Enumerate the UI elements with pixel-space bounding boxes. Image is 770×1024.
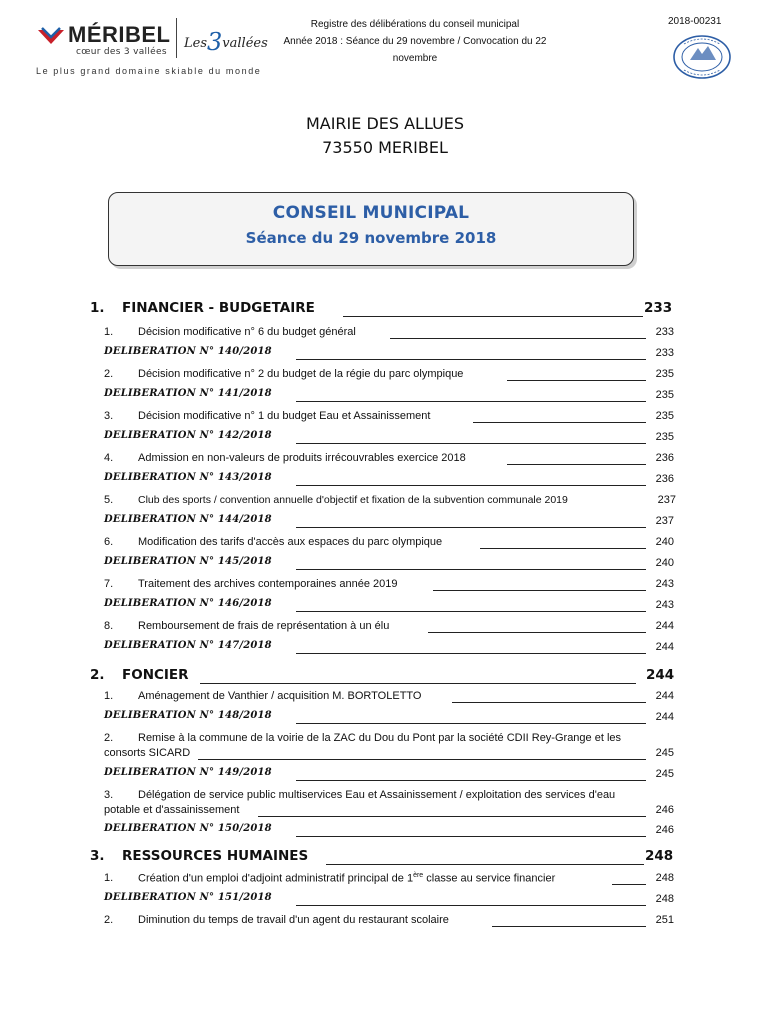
section-label: FONCIER [122, 667, 189, 683]
deliberation-page: 233 [655, 347, 674, 359]
council-session-date: Séance du 29 novembre 2018 [245, 229, 497, 247]
item-page: 245 [655, 747, 674, 759]
leader-line [296, 780, 646, 781]
leader-line [473, 422, 646, 423]
item-number: 2. [104, 732, 114, 744]
toc-section-ressources-humaines[interactable] [0, 848, 770, 866]
item-label-line-1 [104, 789, 615, 801]
item-number: 3. [104, 410, 114, 422]
deliberation-label: DELIBERATION N° 146/2018 [104, 598, 272, 609]
toc-deliberation[interactable] [0, 766, 770, 784]
item-label: Admission en non-valeurs de produits irrécouvrables exercice 2018 [138, 452, 466, 464]
item-label: Décision modificative n° 6 du budget général [138, 326, 356, 338]
item-page: 235 [655, 368, 674, 380]
section-number: 1. [90, 300, 105, 316]
item-page: 248 [655, 872, 674, 884]
toc-item[interactable] [0, 450, 770, 468]
toc-item[interactable] [0, 576, 770, 594]
leader-line [433, 590, 646, 591]
leader-line [428, 632, 646, 633]
deliberation-label: DELIBERATION N° 150/2018 [104, 823, 272, 834]
item-number: 5. [104, 494, 114, 506]
item-label-line-2: potable et d'assainissement [104, 804, 240, 816]
item-number: 6. [104, 536, 114, 548]
item-number: 4. [104, 452, 114, 464]
logo-divider [176, 18, 177, 58]
item-page: 237 [657, 494, 676, 506]
toc-deliberation[interactable] [0, 345, 770, 363]
toc-item[interactable] [0, 787, 770, 821]
registre-header [270, 16, 560, 67]
section-page: 244 [646, 667, 675, 683]
item-label-line-1 [104, 732, 621, 744]
toc-deliberation[interactable] [0, 555, 770, 573]
leader-line [612, 884, 646, 885]
deliberation-page: 244 [655, 711, 674, 723]
section-page: 233 [644, 300, 673, 316]
item-page: 235 [655, 410, 674, 422]
item-label: Club des sports / convention annuelle d'objectif et fixation de la subvention communale 2019 [138, 494, 568, 506]
mairie-name: MAIRIE DES ALLUES [305, 114, 465, 133]
item-number: 3. [104, 789, 114, 801]
item-label: Délégation de service public multiservices Eau et Assainissement / exploitation des services d'eau [138, 789, 616, 801]
deliberation-label: DELIBERATION N° 144/2018 [104, 514, 272, 525]
item-number: 2. [104, 914, 114, 926]
item-number: 8. [104, 620, 114, 632]
deliberation-page: 240 [655, 557, 674, 569]
deliberation-label: DELIBERATION N° 143/2018 [104, 472, 272, 483]
deliberation-label: DELIBERATION N° 140/2018 [104, 346, 272, 357]
item-label-text: Création d'un emploi d'adjoint administratif principal de 1 [138, 872, 414, 885]
meribel-wordmark: MÉRIBEL [68, 22, 171, 47]
deliberation-page: 246 [655, 824, 674, 836]
item-label: Décision modificative n° 1 du budget Eau et Assainissement [138, 410, 431, 422]
deliberation-label: DELIBERATION N° 151/2018 [104, 892, 272, 903]
les-3-vallees-logo [184, 28, 268, 56]
toc-item[interactable] [0, 534, 770, 552]
registre-line-1: Registre des délibérations du conseil municipal [310, 19, 520, 30]
leader-line [492, 926, 646, 927]
council-title-box [108, 192, 634, 266]
toc-deliberation[interactable] [0, 513, 770, 531]
deliberation-page: 235 [655, 431, 674, 443]
leader-line [452, 702, 646, 703]
toc-item[interactable] [0, 366, 770, 384]
leader-line [296, 653, 646, 654]
leader-line [296, 836, 646, 837]
item-label: Décision modificative n° 2 du budget de la régie du parc olympique [138, 368, 464, 380]
leader-line [296, 443, 646, 444]
deliberation-page: 236 [655, 473, 674, 485]
toc-item[interactable] [0, 618, 770, 636]
item-page: 240 [655, 536, 674, 548]
toc-deliberation[interactable] [0, 429, 770, 447]
deliberation-label: DELIBERATION N° 148/2018 [104, 710, 272, 721]
leader-line [296, 527, 646, 528]
section-number: 2. [90, 667, 105, 683]
toc-item[interactable] [0, 324, 770, 342]
section-label: FINANCIER - BUDGETAIRE [122, 300, 315, 316]
deliberation-page: 245 [655, 768, 674, 780]
toc-section-financier[interactable] [0, 300, 770, 318]
item-number: 7. [104, 578, 114, 590]
toc-deliberation[interactable] [0, 471, 770, 489]
toc-item[interactable] [0, 492, 770, 510]
toc-deliberation[interactable] [0, 597, 770, 615]
item-page: 233 [655, 326, 674, 338]
leader-line [343, 316, 643, 317]
toc-item[interactable] [0, 688, 770, 706]
item-number: 2. [104, 368, 114, 380]
toc-deliberation[interactable] [0, 891, 770, 909]
document-reference: 2018-00231 [668, 16, 722, 27]
leader-line [507, 380, 646, 381]
meribel-logo [36, 22, 176, 62]
toc-item[interactable] [0, 912, 770, 930]
leader-line [296, 401, 646, 402]
leader-line [200, 683, 636, 684]
toc-deliberation[interactable] [0, 639, 770, 657]
official-stamp-icon [672, 34, 732, 80]
deliberation-page: 235 [655, 389, 674, 401]
item-page: 246 [655, 804, 674, 816]
item-label [138, 872, 555, 885]
section-number: 3. [90, 848, 105, 864]
item-page: 236 [655, 452, 674, 464]
leader-line [326, 864, 644, 865]
leader-line [258, 816, 646, 817]
leader-line [296, 611, 646, 612]
deliberation-label: DELIBERATION N° 141/2018 [104, 388, 272, 399]
deliberation-label: DELIBERATION N° 149/2018 [104, 767, 272, 778]
leader-line [390, 338, 646, 339]
deliberation-page: 248 [655, 893, 674, 905]
item-number: 1. [104, 326, 114, 338]
meribel-heart-icon [36, 26, 66, 48]
toc-item[interactable] [0, 870, 770, 888]
item-label: Traitement des archives contemporaines année 2019 [138, 578, 398, 590]
section-label: RESSOURCES HUMAINES [122, 848, 309, 864]
toc-deliberation[interactable] [0, 822, 770, 840]
deliberation-page: 237 [655, 515, 674, 527]
logo-3v-suffix: vallées [222, 36, 268, 51]
tagline: Le plus grand domaine skiable du monde [36, 66, 262, 76]
toc-section-foncier[interactable] [0, 667, 770, 685]
logo-3v-number: 3 [207, 28, 223, 56]
item-page: 244 [655, 620, 674, 632]
council-title: CONSEIL MUNICIPAL [272, 203, 470, 223]
leader-line [296, 359, 646, 360]
item-label-line-2: consorts SICARD [104, 747, 191, 759]
item-label: Aménagement de Vanthier / acquisition M. BORTOLETTO [138, 690, 422, 702]
item-label: Remise à la commune de la voirie de la ZAC du Dou du Pont par la société CDII Rey-Grange et les [138, 732, 622, 744]
leader-line [296, 905, 646, 906]
section-page: 248 [645, 848, 674, 864]
deliberation-page: 244 [655, 641, 674, 653]
item-page: 243 [655, 578, 674, 590]
toc-deliberation[interactable] [0, 387, 770, 405]
toc-item[interactable] [0, 730, 770, 764]
meribel-subtitle: cœur des 3 vallées [76, 47, 167, 57]
item-label-superscript: ère [413, 872, 424, 879]
item-page: 244 [655, 690, 674, 702]
item-number: 1. [104, 872, 114, 884]
logo-3v-prefix: Les [184, 36, 207, 51]
leader-line [480, 548, 646, 549]
item-label: Diminution du temps de travail d'un agent du restaurant scolaire [138, 914, 449, 926]
deliberation-page: 243 [655, 599, 674, 611]
item-label-text: classe au service financier [423, 872, 556, 885]
leader-line [296, 485, 646, 486]
toc-deliberation[interactable] [0, 709, 770, 727]
item-page: 251 [655, 914, 674, 926]
mairie-address [0, 112, 770, 160]
deliberation-label: DELIBERATION N° 147/2018 [104, 640, 272, 651]
item-label: Remboursement de frais de représentation à un élu [138, 620, 390, 632]
toc-item[interactable] [0, 408, 770, 426]
leader-line [198, 759, 646, 760]
mairie-city: 73550 MERIBEL [322, 138, 448, 157]
deliberation-label: DELIBERATION N° 142/2018 [104, 430, 272, 441]
registre-line-2: Année 2018 : Séance du 29 novembre / Convocation du 22 novembre [283, 36, 547, 64]
deliberation-label: DELIBERATION N° 145/2018 [104, 556, 272, 567]
leader-line [507, 464, 646, 465]
item-number: 1. [104, 690, 114, 702]
leader-line [296, 723, 646, 724]
item-label: Modification des tarifs d'accès aux espaces du parc olympique [138, 536, 443, 548]
leader-line [296, 569, 646, 570]
